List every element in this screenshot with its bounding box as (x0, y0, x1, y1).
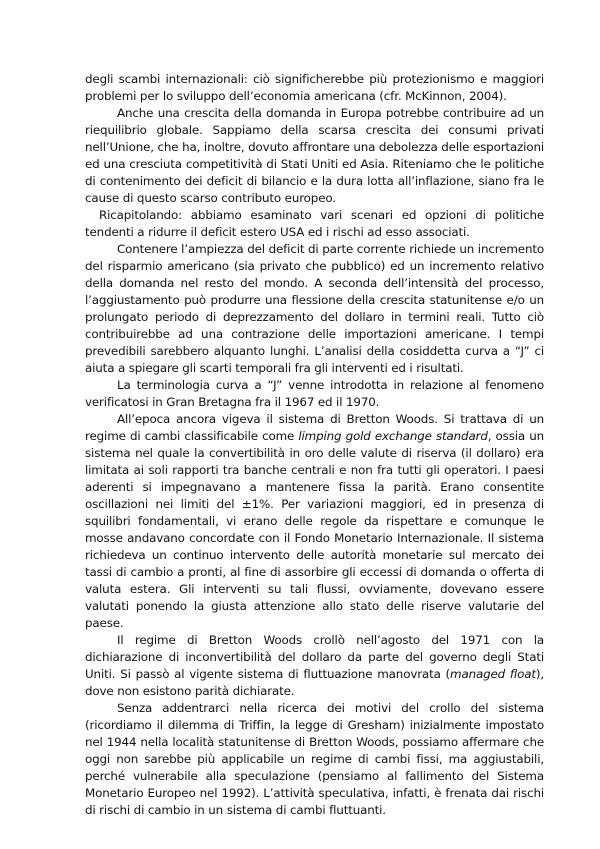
paragraph-j-curve: La terminologia curva a “J” venne introdotta in relazione al fenomeno verificatosi in Gran Bretagna fra il 1967 ed il 1970. (85, 378, 544, 409)
text-span: Il regime di Bretton Woods crollò nell’agosto del 1971 con la dichiarazione di inconvertibilità del dollaro da parte del governo degli Stati Uniti. Si passò al vigente sistema di fluttuazione manovrata ( (85, 633, 544, 681)
paragraph-bretton-woods-collapse (85, 632, 544, 700)
paragraph-trade-protectionism: degli scambi internazionali: ciò significherebbe più protezionismo e maggiori problemi per lo sviluppo dell’economia americana (cfr. McKinnon, 2004). (85, 72, 544, 103)
text-span: ), dove non esistono parità dichiarate. (85, 667, 544, 698)
text-span: , ossia un sistema nel quale la convertibilità in oro delle valute di riserva (il dollaro) era limitata ai soli rapporti tra banche centrali e non fra tutti gli operatori. I paesi aderenti si impegnavano a mantenere fissa la parità. Erano consentite oscillazioni nei limiti del ±1%. Per variazioni maggiori, ed in presenza di squilibri fondamentali, vi erano delle regole da rispettare e comunque le mosse andavano concordate con il Fondo Monetario Internazionale. Il sistema richiedeva un continuo intervento delle autorità monetarie sul mercato dei tassi di cambio a pronti, al fine di assorbire gli eccessi di domanda o offerta di valuta estera. Gli interventi su tali flussi, ovviamente, dovevano essere valutati ponendo la giusta attenzione allo stato delle riserve valutarie del paese. (85, 429, 545, 630)
paragraph-european-demand: Anche una crescita della domanda in Europa potrebbe contribuire ad un riequilibrio globale. Sappiamo della scarsa crescita dei consumi privati nell’Unione, che ha, inoltre, dovuto affrontare una debolezza delle esportazioni ed una cresciuta competitività di Stati Uniti ed Asia. Riteniamo che le politiche di contenimento dei deficit di bilancio e la dura lotta all’inflazione, siano fra le cause di questo scarso contributo europeo. (85, 106, 544, 205)
paragraph-speculation: Senza addentrarci nella ricerca dei motivi del crollo del sistema (ricordiamo il dilemma di Triffin, la legge di Gresham) inizialmente impostato nel 1944 nella località statunitense di Bretton Woods, possiamo affermare che oggi non sarebbe più applicabile un regime di cambi fissi, ma aggiustabili, perché vulnerabile alla speculazione (pensiamo al fallimento del Sistema Monetario Europeo nel 1992). L’attività speculativa, infatti, è frenata dai rischi di rischi di cambio in un sistema di cambi fluttuanti. (85, 701, 544, 817)
italic-term: limping gold exchange standard (298, 429, 488, 443)
text-span: All’epoca ancora vigeva il sistema di Bretton Woods. Si trattava di un regime di cambi classificabile come (85, 412, 544, 443)
paragraph-recap: Ricapitolando: abbiamo esaminato vari scenari ed opzioni di politiche tendenti a ridurre il deficit estero USA ed i rischi ad esso associati. (85, 208, 544, 239)
paragraph-bretton-woods-system (85, 411, 544, 632)
paragraph-current-account: Contenere l’ampiezza del deficit di parte corrente richiede un incremento del risparmio americano (sia privato che pubblico) ed un incremento relativo della domanda nel resto del mondo. A seconda dell’intensità del processo, l’aggiustamento può produrre una flessione della crescita statunitense e/o un prolungato periodo di deprezzamento del dollaro in termini reali. Tutto ciò contribuirebbe ad una contrazione delle importazioni americane. I tempi prevedibili sarebbero alquanto lunghi. L’analisi della cosiddetta curva a “J” ci aiuta a spiegare gli scarti temporali fra gli interventi ed i risultati. (85, 242, 544, 375)
body-text (85, 71, 544, 819)
italic-term: managed float (450, 667, 536, 681)
